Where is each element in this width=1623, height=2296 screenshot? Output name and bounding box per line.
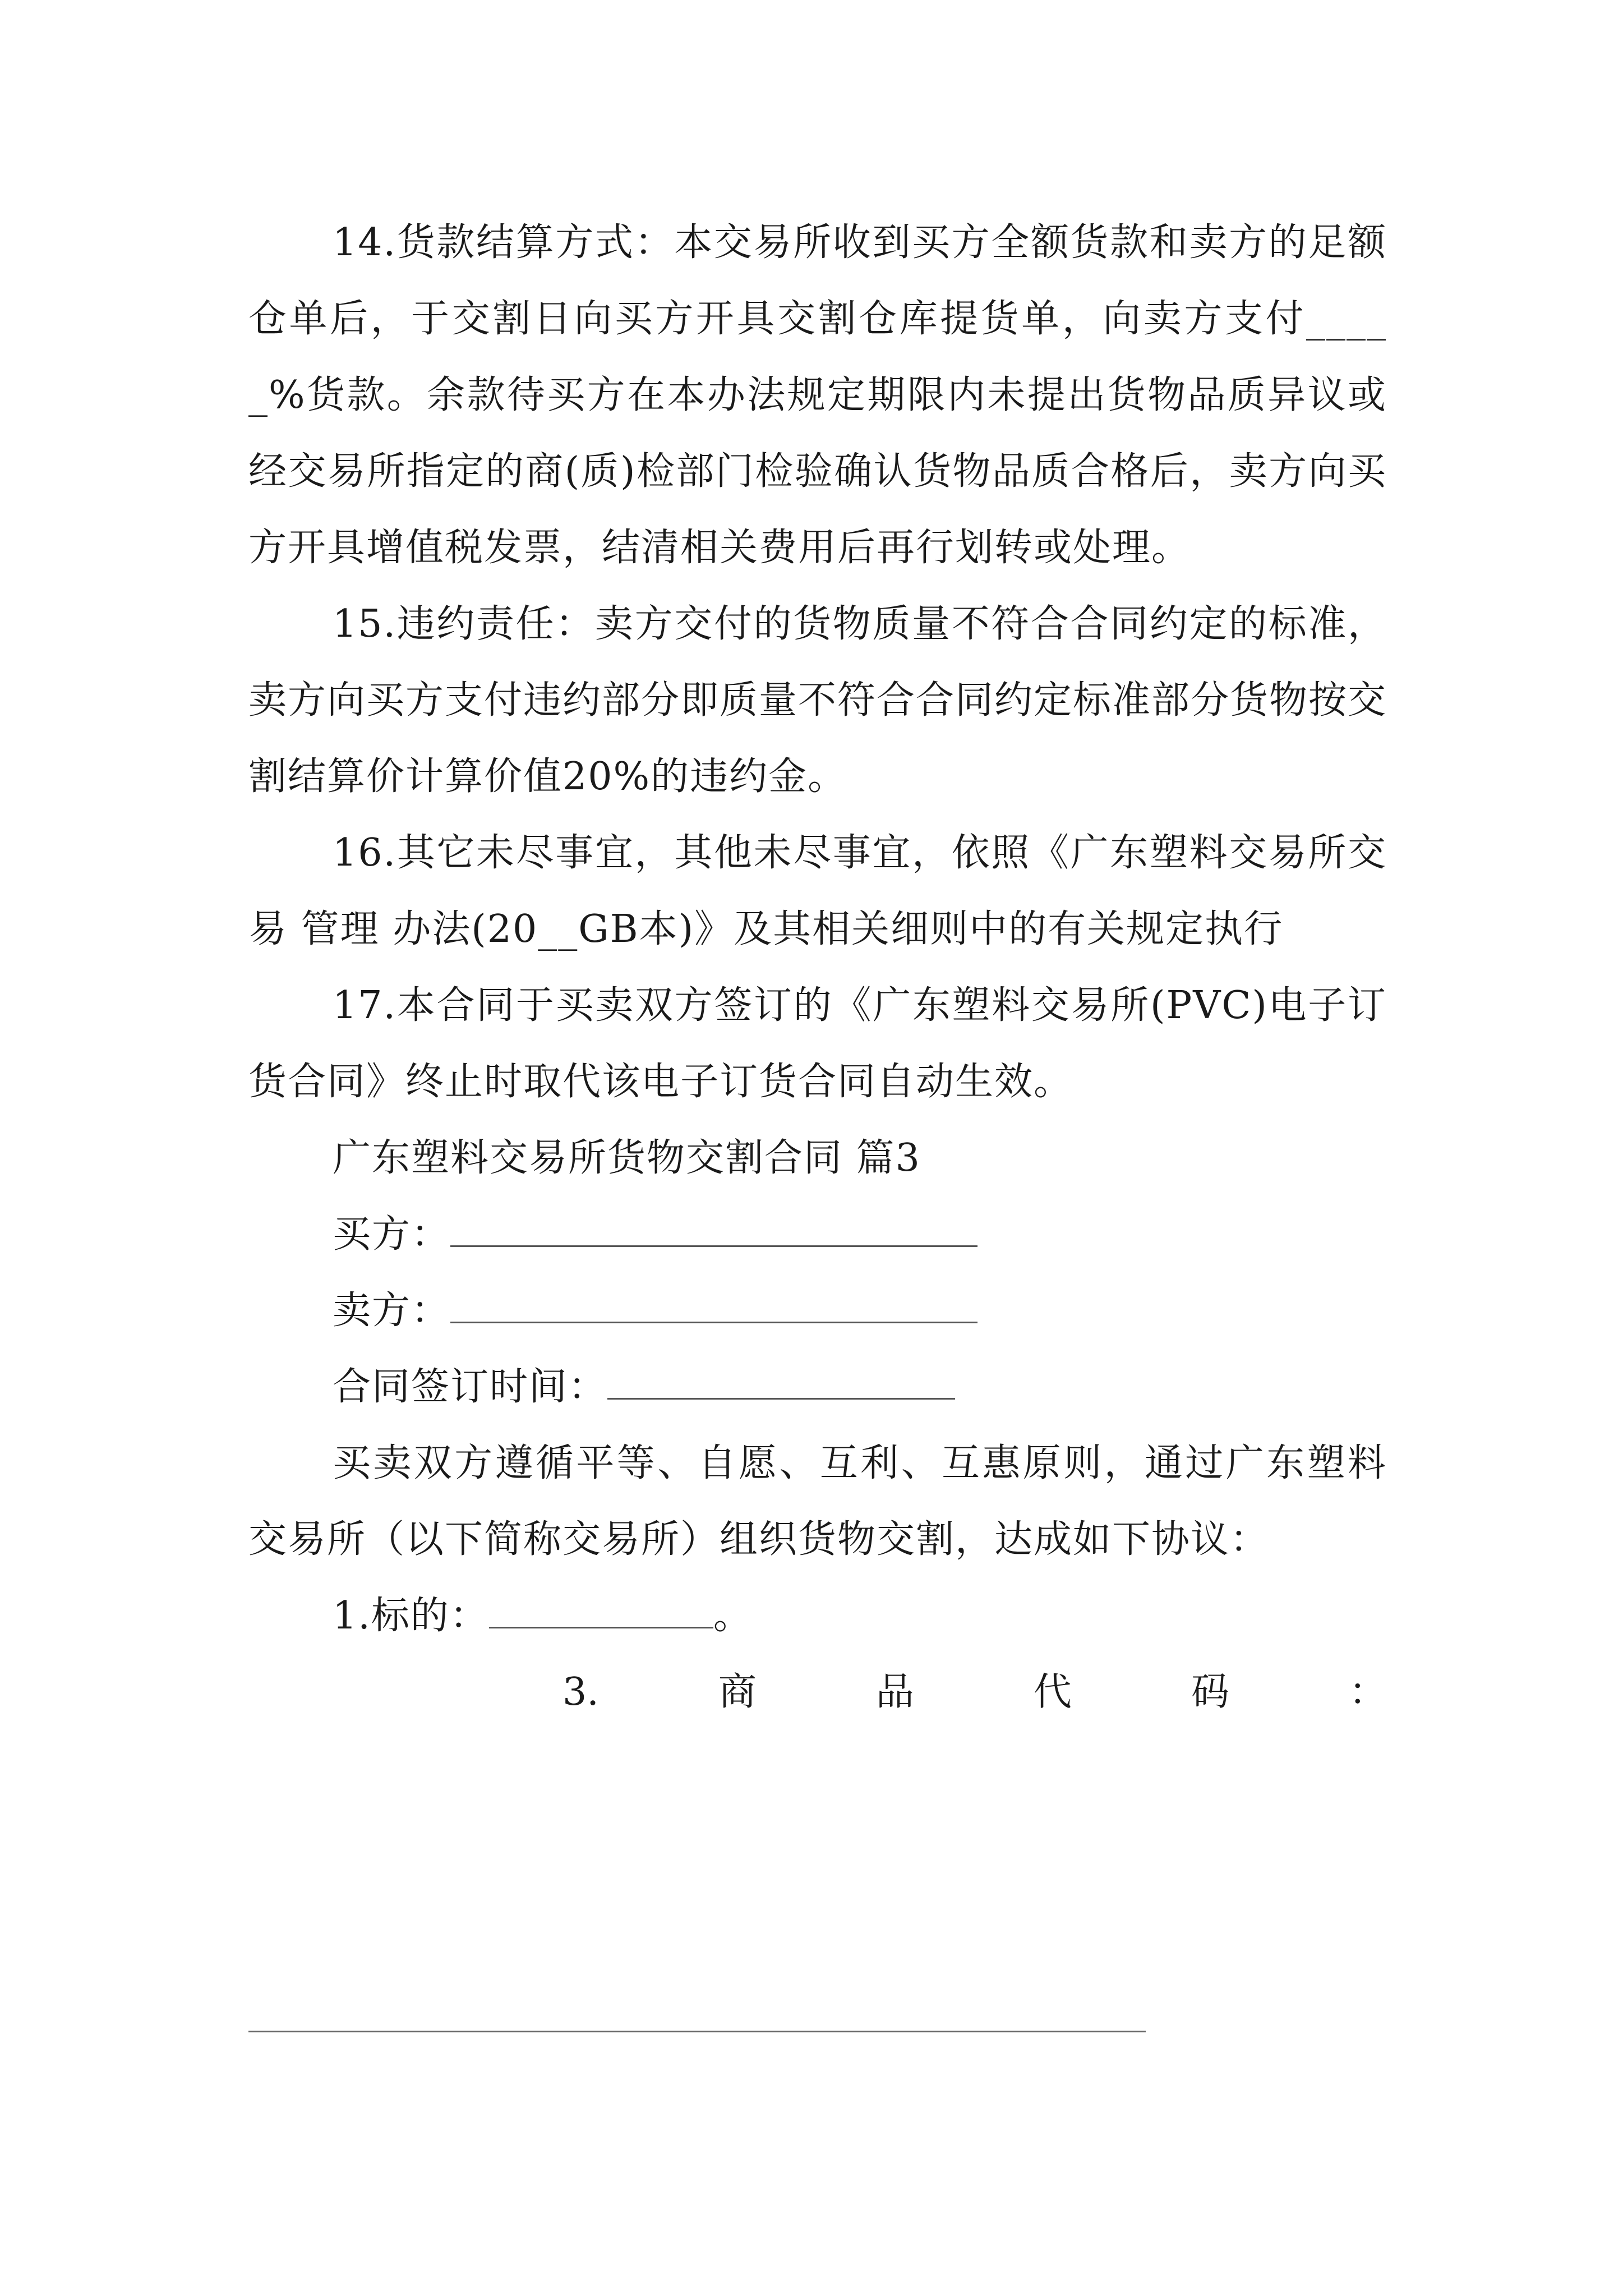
item-3-blank-rule <box>248 2031 1146 2032</box>
item-1-suffix: 。 <box>713 1594 753 1638</box>
document-page <box>248 205 1387 1731</box>
item-1-label: 1.标的： <box>333 1594 489 1638</box>
buyer-blank <box>450 1212 978 1247</box>
item-3-char: 3. <box>562 1670 599 1714</box>
seller-blank <box>450 1288 978 1323</box>
clause-16: 16.其它未尽事宜，其他未尽事宜，依照《广东塑料交易所交易 管理 办法(20__GB本)》及其相关细则中的有关规定执行 <box>248 831 1387 951</box>
contract-title: 广东塑料交易所货物交割合同 篇3 <box>333 1136 921 1180</box>
seller-label: 卖方： <box>333 1289 451 1333</box>
intro-paragraph: 买卖双方遵循平等、自愿、互利、互惠原则，通过广东塑料交易所（以下简称交易所）组织货物交割，达成如下协议： <box>248 1441 1387 1562</box>
date-blank <box>607 1364 955 1400</box>
clause-14: 14.货款结算方式：本交易所收到买方全额货款和卖方的足额仓单后，于交割日向买方开具交割仓库提货单，向卖方支付_____%货款。余款待买方在本办法规定期限内未提出货物品质异议或经交易所指定的商(质)检部门检验确认货物品质合格后，卖方向买方开具增值税发票，结清相关费用后再行划转或处理。 <box>248 220 1387 570</box>
item-1 <box>248 1578 1387 1654</box>
date-field <box>248 1349 1387 1425</box>
item-3-char: 品 <box>875 1670 914 1714</box>
buyer-label: 买方： <box>333 1212 451 1257</box>
item-1-blank <box>489 1593 713 1628</box>
item-3-char: 码 <box>1191 1670 1229 1714</box>
clause-15: 15.违约责任：卖方交付的货物质量不符合合同约定的标准，卖方向买方支付违约部分即质量不符合合同约定标准部分货物按交割结算价计算价值20%的违约金。 <box>248 602 1387 799</box>
seller-field <box>248 1273 1387 1349</box>
buyer-field <box>248 1197 1387 1273</box>
item-3-char: ： <box>1348 1670 1387 1714</box>
item-3-char: 商 <box>718 1670 757 1714</box>
clause-17: 17.本合同于买卖双方签订的《广东塑料交易所(PVC)电子订货合同》终止时取代该电子订货合同自动生效。 <box>248 983 1387 1104</box>
item-3-char: 代 <box>1033 1670 1072 1714</box>
item-3 <box>248 1654 1387 1731</box>
date-label: 合同签订时间： <box>333 1365 608 1409</box>
